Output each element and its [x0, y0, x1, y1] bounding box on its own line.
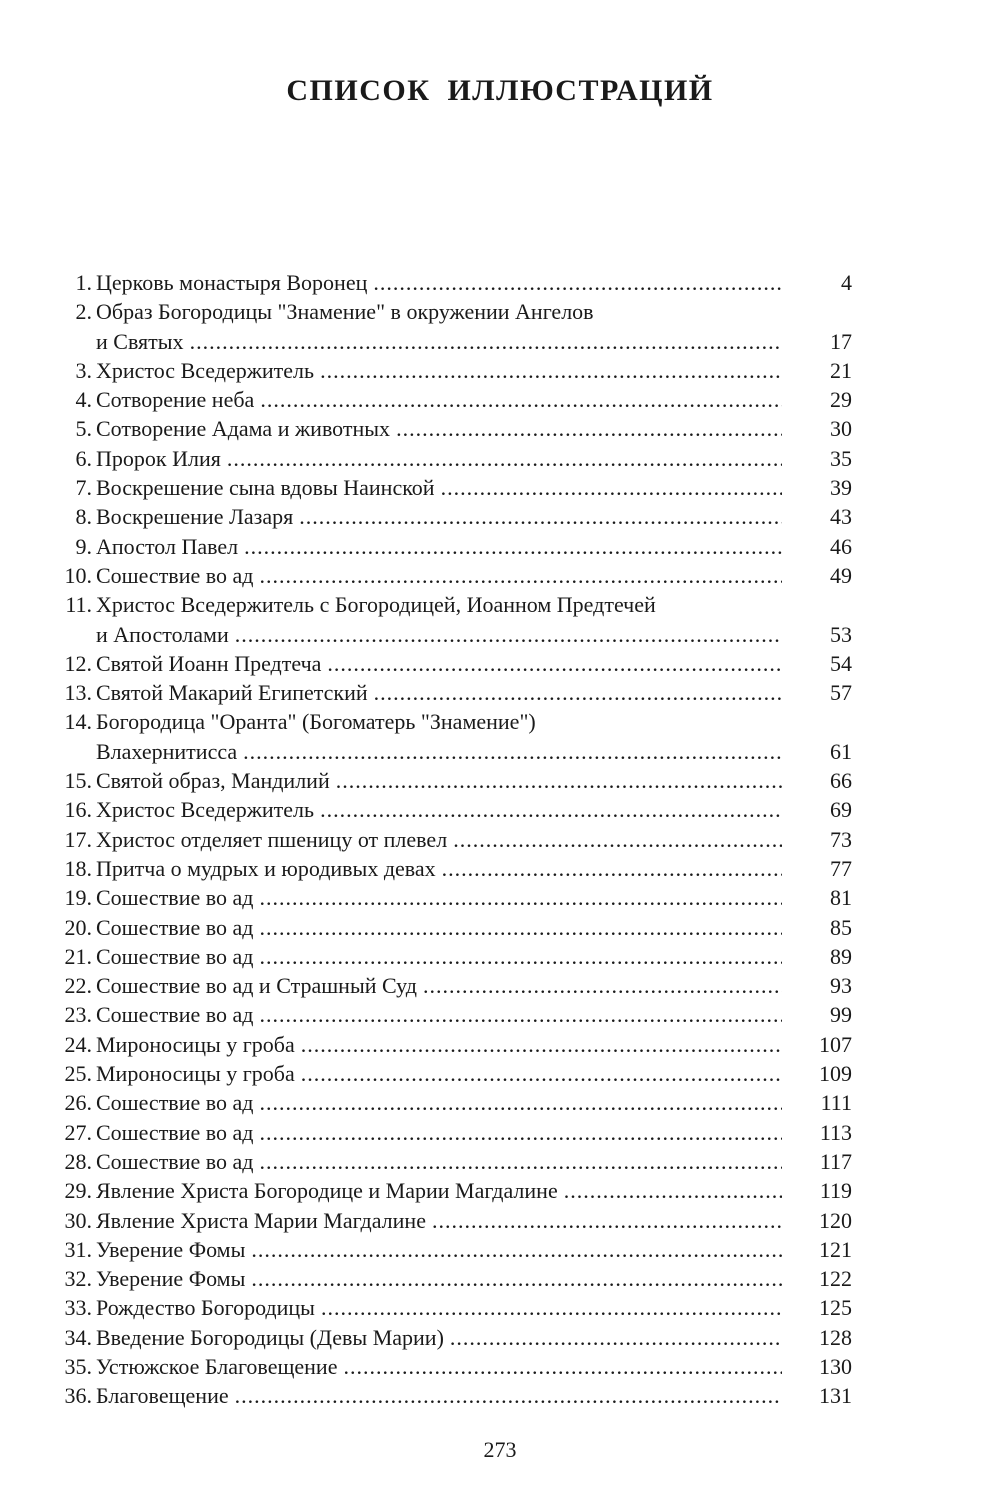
entry-number: 27. [64, 1119, 92, 1145]
entry-page: 128 [819, 1324, 852, 1350]
entry-number: 33. [64, 1295, 92, 1321]
entry-number: 20. [64, 914, 92, 940]
toc-entry [0, 1206, 1000, 1235]
dot-leader [259, 1000, 782, 1029]
toc-entry [0, 942, 1000, 971]
entry-title: Устюжское Благовещение [96, 1353, 338, 1379]
entry-page: 4 [841, 270, 852, 295]
dot-leader [259, 913, 782, 942]
toc-entry-continuation [0, 737, 1000, 766]
entry-page: 111 [820, 1090, 852, 1116]
dot-leader [235, 1381, 782, 1410]
entry-title: Сошествие во ад [96, 562, 254, 588]
entry-page: 17 [830, 328, 852, 354]
entry-number: 28. [64, 1148, 92, 1174]
toc-entry [0, 795, 1000, 824]
toc-entry [0, 1000, 1000, 1029]
entry-title: Сотворение Адама и животных [96, 416, 391, 442]
entry-number: 31. [64, 1236, 92, 1262]
entry-number: 30. [64, 1207, 92, 1233]
toc-entry [0, 854, 1000, 883]
entry-title: Христос отделяет пшеницу от плевел [96, 826, 448, 852]
toc-entry [0, 561, 1000, 590]
entry-page: 122 [819, 1266, 852, 1292]
entry-title: Мироносицы у гроба [96, 1061, 295, 1087]
entry-number: 34. [64, 1324, 92, 1350]
entry-title: Явление Христа Марии Магдалине [96, 1207, 426, 1233]
entry-number: 21. [64, 943, 92, 969]
toc-entry [0, 1088, 1000, 1117]
page-title: СПИСОК ИЛЛЮСТРАЦИЙ [286, 74, 714, 107]
entry-page: 119 [819, 1178, 852, 1204]
dot-leader [453, 825, 782, 854]
dot-leader [235, 620, 782, 649]
toc-entry [0, 590, 1000, 619]
toc-entry [0, 268, 1000, 297]
entry-page: 54 [830, 650, 852, 676]
entry-number: 3. [75, 357, 92, 383]
entry-page: 21 [830, 357, 852, 383]
dot-leader [251, 1264, 782, 1293]
toc-entry [0, 649, 1000, 678]
entry-number: 25. [64, 1061, 92, 1087]
entry-page: 113 [819, 1119, 852, 1145]
toc-entry [0, 1147, 1000, 1176]
dot-leader [259, 561, 782, 590]
entry-page: 66 [830, 768, 852, 794]
dot-leader [259, 1088, 782, 1117]
entry-title: Сошествие во ад [96, 1002, 254, 1028]
entry-number: 12. [64, 650, 92, 676]
entry-number: 22. [64, 973, 92, 999]
entry-title: Сошествие во ад [96, 943, 254, 969]
toc-entry [0, 1352, 1000, 1381]
entry-title: Сошествие во ад [96, 1090, 254, 1116]
entry-title: Рождество Богородицы [96, 1295, 315, 1321]
toc-entry [0, 1059, 1000, 1088]
entry-page: 77 [830, 855, 852, 881]
entry-page: 43 [830, 504, 852, 530]
toc-entry [0, 825, 1000, 854]
entry-title: Апостол Павел [96, 533, 239, 559]
dot-leader [327, 649, 782, 678]
entry-page: 57 [830, 680, 852, 706]
entry-page: 121 [819, 1236, 852, 1262]
dot-leader [301, 1030, 782, 1059]
entry-number: 15. [64, 768, 92, 794]
entry-number: 24. [64, 1031, 92, 1057]
entry-number: 18. [64, 855, 92, 881]
entry-title: Явление Христа Богородице и Марии Магдалине [96, 1178, 558, 1204]
entry-title: Христос Вседержитель с Богородицей, Иоанном Предтечей [96, 592, 656, 618]
entry-title: Образ Богородицы "Знамение" в окружении Ангелов [96, 299, 594, 325]
dot-leader [301, 1059, 782, 1088]
dot-leader [373, 268, 782, 297]
toc-entry [0, 883, 1000, 912]
toc-entry [0, 356, 1000, 385]
toc-entry [0, 1381, 1000, 1410]
dot-leader [450, 1323, 782, 1352]
entry-page: 39 [830, 475, 852, 501]
entry-page: 30 [830, 416, 852, 442]
dot-leader [336, 766, 782, 795]
entry-page: 73 [830, 826, 852, 852]
toc-entry [0, 766, 1000, 795]
dot-leader [251, 1235, 782, 1264]
entry-page: 120 [819, 1207, 852, 1233]
toc-entry [0, 385, 1000, 414]
entry-page: 89 [830, 943, 852, 969]
dot-leader [259, 942, 782, 971]
dot-leader [343, 1352, 782, 1381]
entry-page: 109 [819, 1061, 852, 1087]
entry-title: Сотворение неба [96, 387, 255, 413]
entry-page: 49 [830, 562, 852, 588]
entry-number: 8. [75, 504, 92, 530]
toc-entry [0, 913, 1000, 942]
entry-title: Святой образ, Мандилий [96, 768, 330, 794]
entry-number: 6. [75, 445, 92, 471]
entry-number: 19. [64, 885, 92, 911]
toc-entry [0, 414, 1000, 443]
entry-title: Притча о мудрых и юродивых девах [96, 855, 436, 881]
entry-number: 9. [75, 533, 92, 559]
entry-title: Введение Богородицы (Девы Марии) [96, 1324, 444, 1350]
dot-leader [320, 795, 782, 824]
entry-title: Воскрешение сына вдовы Наинской [96, 475, 435, 501]
entry-page: 29 [830, 387, 852, 413]
toc-entry [0, 444, 1000, 473]
dot-leader [259, 1147, 782, 1176]
illustration-list [0, 268, 1000, 1411]
entry-page: 61 [830, 738, 852, 764]
dot-leader [432, 1206, 782, 1235]
entry-number: 16. [64, 797, 92, 823]
entry-number: 35. [64, 1353, 92, 1379]
entry-number: 13. [64, 680, 92, 706]
entry-number: 2. [75, 299, 92, 325]
toc-entry [0, 707, 1000, 736]
entry-title: Уверение Фомы [96, 1236, 246, 1262]
page-number: 273 [483, 1437, 517, 1462]
entry-page: 93 [830, 973, 852, 999]
entry-page: 125 [819, 1295, 852, 1321]
entry-title: Богородица "Оранта" (Богоматерь "Знамение") [96, 709, 536, 735]
entry-page: 69 [830, 797, 852, 823]
entry-number: 32. [64, 1266, 92, 1292]
dot-leader [564, 1176, 782, 1205]
entry-title: Церковь монастыря Воронец [96, 270, 368, 295]
entry-number: 23. [64, 1002, 92, 1028]
entry-number: 14. [64, 709, 92, 735]
dot-leader [259, 883, 782, 912]
entry-number: 26. [64, 1090, 92, 1116]
dot-leader [442, 854, 782, 883]
entry-page: 107 [819, 1031, 852, 1057]
dot-leader [423, 971, 782, 1000]
entry-number: 17. [64, 826, 92, 852]
dot-leader [299, 502, 782, 531]
entry-number: 7. [75, 475, 92, 501]
toc-entry [0, 502, 1000, 531]
entry-number: 36. [64, 1383, 92, 1409]
toc-entry [0, 1176, 1000, 1205]
dot-leader [396, 414, 782, 443]
entry-page: 46 [830, 533, 852, 559]
entry-title: и Святых [96, 328, 184, 354]
entry-title: Воскрешение Лазаря [96, 504, 294, 530]
entry-page: 81 [830, 885, 852, 911]
toc-entry [0, 1235, 1000, 1264]
entry-title: Сошествие во ад и Страшный Суд [96, 973, 417, 999]
entry-page: 85 [830, 914, 852, 940]
toc-entry-continuation [0, 327, 1000, 356]
entry-title: Сошествие во ад [96, 1119, 254, 1145]
toc-entry [0, 1264, 1000, 1293]
dot-leader [260, 385, 782, 414]
entry-number: 10. [64, 562, 92, 588]
entry-title: Влахернитисса [96, 738, 238, 764]
toc-entry [0, 678, 1000, 707]
dot-leader [259, 1118, 782, 1147]
entry-title: Христос Вседержитель [96, 797, 315, 823]
toc-entry-continuation [0, 620, 1000, 649]
dot-leader [320, 356, 782, 385]
entry-title: Уверение Фомы [96, 1266, 246, 1292]
toc-entry [0, 1118, 1000, 1147]
entry-title: Святой Иоанн Предтеча [96, 650, 322, 676]
toc-entry [0, 1323, 1000, 1352]
entry-title: Благовещение [96, 1383, 229, 1409]
toc-entry [0, 1030, 1000, 1059]
entry-title: Святой Макарий Египетский [96, 680, 368, 706]
entry-page: 99 [830, 1002, 852, 1028]
entry-number: 5. [75, 416, 92, 442]
dot-leader [243, 737, 782, 766]
dot-leader [190, 327, 782, 356]
entry-title: Сошествие во ад [96, 1148, 254, 1174]
entry-title: Мироносицы у гроба [96, 1031, 295, 1057]
toc-entry [0, 971, 1000, 1000]
entry-page: 130 [819, 1353, 852, 1379]
dot-leader [321, 1293, 782, 1322]
toc-entry [0, 473, 1000, 502]
entry-page: 53 [830, 621, 852, 647]
toc-entry [0, 297, 1000, 326]
dot-leader [227, 444, 782, 473]
entry-number: 11. [65, 592, 92, 618]
entry-title: Сошествие во ад [96, 914, 254, 940]
entry-number: 29. [64, 1178, 92, 1204]
dot-leader [374, 678, 782, 707]
entry-number: 1. [75, 270, 92, 295]
toc-entry [0, 1293, 1000, 1322]
dot-leader [441, 473, 782, 502]
entry-page: 131 [819, 1383, 852, 1409]
entry-page: 117 [819, 1148, 852, 1174]
entry-page: 35 [830, 445, 852, 471]
toc-entry [0, 532, 1000, 561]
dot-leader [244, 532, 782, 561]
entry-title: Сошествие во ад [96, 885, 254, 911]
entry-title: и Апостолами [96, 621, 229, 647]
entry-title: Христос Вседержитель [96, 357, 315, 383]
entry-title: Пророк Илия [96, 445, 221, 471]
entry-number: 4. [75, 387, 92, 413]
